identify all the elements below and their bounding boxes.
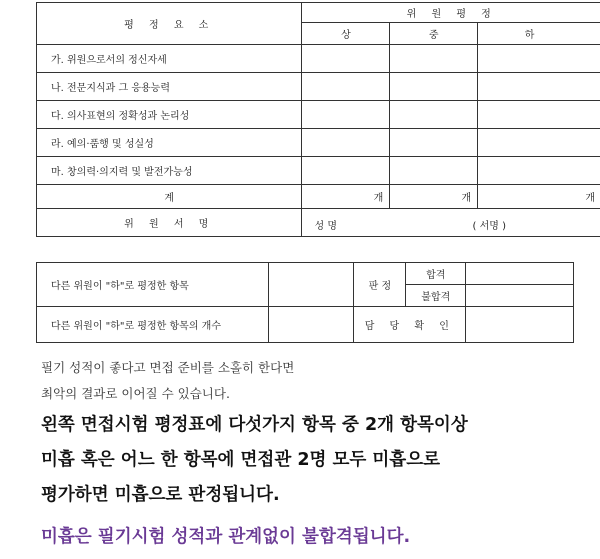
rating-header: 위 원 평 정 [302, 3, 600, 23]
emphasis-line-2: 미흡 혹은 어느 한 항목에 면접관 2명 모두 미흡으로 [41, 450, 441, 470]
criteria-item: 다. 의사표현의 정확성과 논리성 [37, 101, 302, 129]
criteria-item: 라. 예의·품행 및 성실성 [37, 129, 302, 157]
description-line-2: 최악의 결과로 이어질 수 있습니다. [41, 386, 230, 401]
rating-table [36, 2, 600, 237]
emphasis-line-3: 평가하면 미흡으로 판정됩니다. [41, 485, 280, 505]
criteria-item: 가. 위원으로서의 정신자세 [37, 45, 302, 73]
total-label: 계 [37, 185, 302, 209]
pass-label: 합격 [406, 263, 466, 285]
officer-label: 담 당 확 인 [354, 307, 466, 343]
name-label: 성 명 [314, 221, 337, 232]
fail-label: 불합격 [406, 285, 466, 307]
highlight-line: 미흡은 필기시험 성적과 관계없이 불합격됩니다. [41, 527, 411, 547]
total-count-high: 개 [302, 185, 390, 209]
total-count-low: 개 [478, 185, 600, 209]
total-count-mid: 개 [390, 185, 478, 209]
grade-high: 상 [302, 23, 390, 45]
signature-cell [302, 209, 600, 237]
judgement-label: 판 정 [354, 263, 406, 307]
criteria-item: 마. 창의력·의지력 및 발전가능성 [37, 157, 302, 185]
criteria-item: 나. 전문지식과 그 응용능력 [37, 73, 302, 101]
other-rater-count-label: 다른 위원이 "하"로 평정한 항목의 개수 [37, 307, 269, 343]
sign-label: ( 서명 ) [472, 221, 506, 232]
judgement-table [36, 262, 574, 343]
criteria-header: 평 정 요 소 [37, 3, 302, 45]
other-rater-items-label: 다른 위원이 "하"로 평정한 항목 [37, 263, 269, 307]
emphasis-line-1: 왼쪽 면접시험 평정표에 다섯가지 항목 중 2개 항목이상 [41, 415, 468, 435]
signature-label: 위 원 서 명 [37, 209, 302, 237]
grade-low: 하 [478, 23, 600, 45]
grade-mid: 중 [390, 23, 478, 45]
description-line-1: 필기 성적이 좋다고 면접 준비를 소홀히 한다면 [41, 360, 295, 375]
